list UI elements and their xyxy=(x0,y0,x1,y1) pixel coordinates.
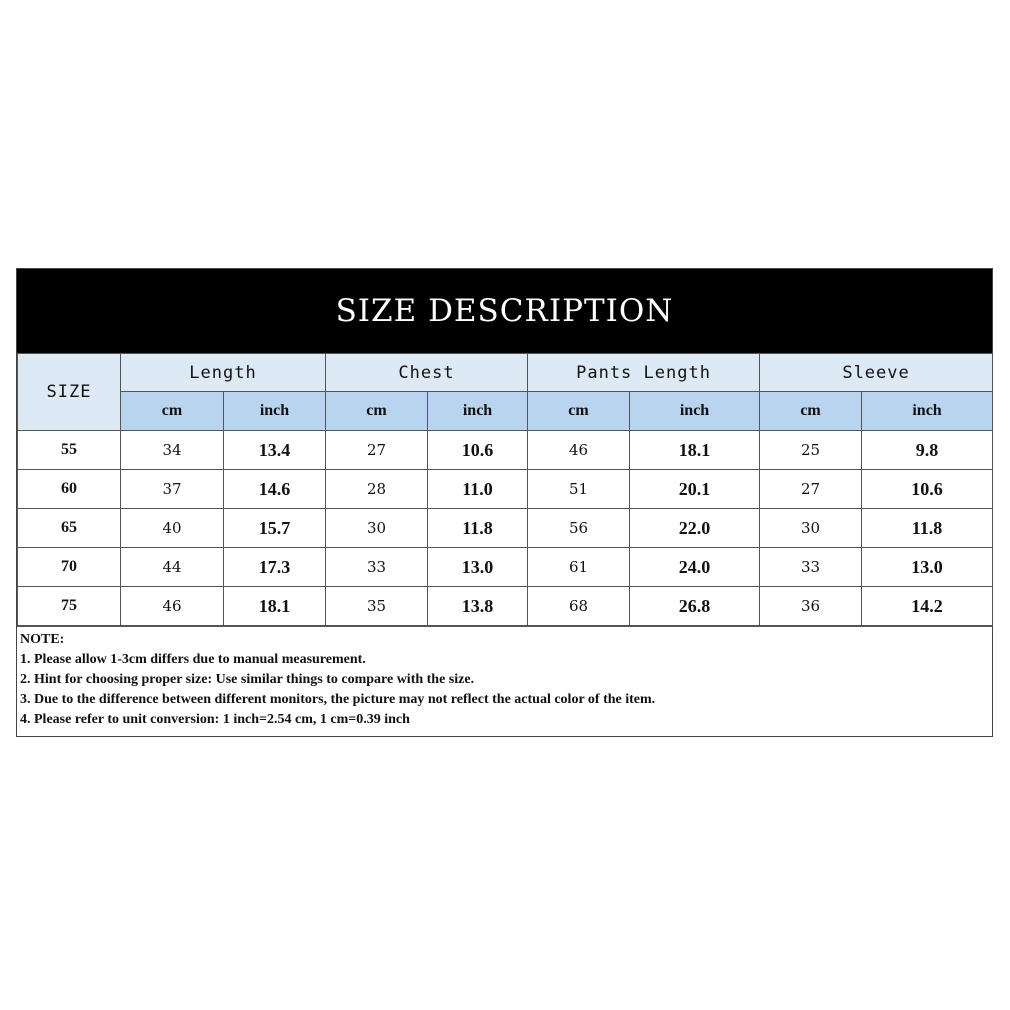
unit-header-inch: inch xyxy=(630,392,760,431)
cm-cell: 30 xyxy=(326,509,428,548)
cm-cell: 56 xyxy=(528,509,630,548)
inch-cell: 11.8 xyxy=(862,509,993,548)
inch-cell: 18.1 xyxy=(224,587,326,626)
cm-cell: 27 xyxy=(326,431,428,470)
note-line: 3. Due to the difference between different monitors, the picture may not reflect the actual color of the item. xyxy=(20,692,656,707)
unit-header-inch: inch xyxy=(428,392,528,431)
group-header-sleeve: Sleeve xyxy=(760,354,993,392)
notes-heading: NOTE: xyxy=(20,632,65,647)
unit-header-inch: inch xyxy=(862,392,993,431)
unit-header-cm: cm xyxy=(326,392,428,431)
unit-header-inch: inch xyxy=(224,392,326,431)
inch-cell: 9.8 xyxy=(862,431,993,470)
table-row xyxy=(18,509,993,548)
table-row xyxy=(18,470,993,509)
inch-cell: 17.3 xyxy=(224,548,326,587)
cm-cell: 40 xyxy=(121,509,224,548)
cm-cell: 33 xyxy=(326,548,428,587)
inch-cell: 13.4 xyxy=(224,431,326,470)
cm-cell: 37 xyxy=(121,470,224,509)
unit-header-cm: cm xyxy=(121,392,224,431)
inch-cell: 14.2 xyxy=(862,587,993,626)
inch-cell: 24.0 xyxy=(630,548,760,587)
inch-cell: 15.7 xyxy=(224,509,326,548)
inch-cell: 10.6 xyxy=(428,431,528,470)
cm-cell: 34 xyxy=(121,431,224,470)
inch-cell: 13.0 xyxy=(428,548,528,587)
cm-cell: 46 xyxy=(528,431,630,470)
cm-cell: 27 xyxy=(760,470,862,509)
cm-cell: 33 xyxy=(760,548,862,587)
cm-cell: 36 xyxy=(760,587,862,626)
note-line: 4. Please refer to unit conversion: 1 inch=2.54 cm, 1 cm=0.39 inch xyxy=(20,712,410,727)
size-column-header: SIZE xyxy=(18,354,121,431)
cm-cell: 28 xyxy=(326,470,428,509)
size-chart xyxy=(16,268,993,737)
cm-cell: 35 xyxy=(326,587,428,626)
cm-cell: 51 xyxy=(528,470,630,509)
cm-cell: 25 xyxy=(760,431,862,470)
unit-header-cm: cm xyxy=(528,392,630,431)
inch-cell: 13.8 xyxy=(428,587,528,626)
size-cell: 55 xyxy=(18,431,121,470)
group-header-pants-length: Pants Length xyxy=(528,354,760,392)
unit-header-cm: cm xyxy=(760,392,862,431)
cm-cell: 46 xyxy=(121,587,224,626)
table-row xyxy=(18,548,993,587)
note-line: 2. Hint for choosing proper size: Use similar things to compare with the size. xyxy=(20,672,475,687)
chart-title: SIZE DESCRIPTION xyxy=(17,269,992,353)
notes-section xyxy=(17,626,992,736)
cm-cell: 44 xyxy=(121,548,224,587)
inch-cell: 11.0 xyxy=(428,470,528,509)
size-cell: 75 xyxy=(18,587,121,626)
cm-cell: 61 xyxy=(528,548,630,587)
inch-cell: 26.8 xyxy=(630,587,760,626)
inch-cell: 20.1 xyxy=(630,470,760,509)
cm-cell: 30 xyxy=(760,509,862,548)
table-row xyxy=(18,431,993,470)
inch-cell: 13.0 xyxy=(862,548,993,587)
inch-cell: 14.6 xyxy=(224,470,326,509)
note-line: 1. Please allow 1-3cm differs due to manual measurement. xyxy=(20,652,366,667)
size-cell: 65 xyxy=(18,509,121,548)
inch-cell: 18.1 xyxy=(630,431,760,470)
table-row xyxy=(18,587,993,626)
inch-cell: 10.6 xyxy=(862,470,993,509)
inch-cell: 11.8 xyxy=(428,509,528,548)
inch-cell: 22.0 xyxy=(630,509,760,548)
cm-cell: 68 xyxy=(528,587,630,626)
size-table xyxy=(17,353,993,626)
group-header-chest: Chest xyxy=(326,354,528,392)
size-cell: 60 xyxy=(18,470,121,509)
size-cell: 70 xyxy=(18,548,121,587)
group-header-length: Length xyxy=(121,354,326,392)
